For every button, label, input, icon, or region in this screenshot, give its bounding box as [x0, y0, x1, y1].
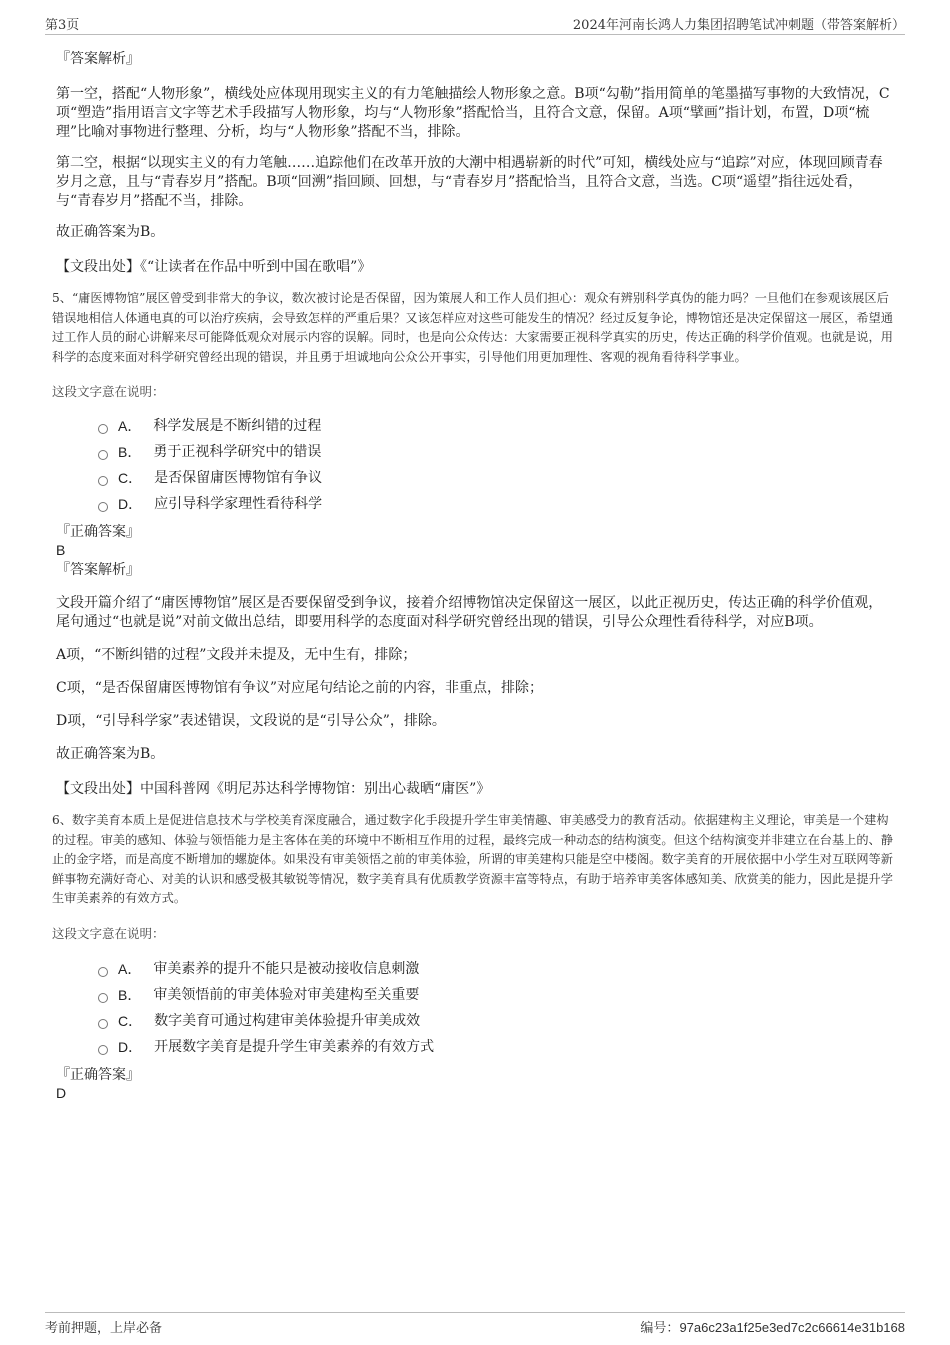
document-code-label: 编号： [640, 1321, 680, 1336]
radio-icon[interactable] [98, 967, 108, 977]
source-text: 【文段出处】《“让读者在作品中听到中国在歌唱”》 [56, 259, 372, 275]
option-a[interactable]: A． 科学发展是不断纠错的过程 [98, 413, 894, 439]
option-list [56, 413, 894, 517]
option-a[interactable]: A． 审美素养的提升不能只是被动接收信息刺激 [98, 956, 894, 982]
option-b[interactable]: B． 审美领悟前的审美体验对审美建构至关重要 [98, 982, 894, 1008]
radio-icon[interactable] [98, 476, 108, 486]
conclusion-text: 故正确答案为B。 [56, 746, 165, 762]
option-c[interactable]: C． 是否保留庸医博物馆有争议 [98, 465, 894, 491]
analysis-label: 『答案解析』 [56, 562, 140, 578]
analysis-paragraph: D项，“引导科学家”表述错误，文段说的是“引导公众”，排除。 [56, 713, 446, 729]
analysis-paragraph: 第一空，搭配“人物形象”，横线处应体现用现实主义的有力笔触描绘人物形象之意。B项“勾勒”指用简单的笔墨描写事物的大致情况，C项“塑造”指用语言文字等艺术手段描写人物形象，均与“人物形象”搭配恰当，且符合文意，保留。A项“擘画”指计划，布置，D项“梳理”比喻对事物进行整理、分析，均与“人物形象”搭配不当，排除。 [56, 86, 890, 140]
answer-label: 『正确答案』 [56, 1066, 140, 1083]
page-header [45, 14, 905, 35]
answer-label: 『正确答案』 [56, 524, 140, 540]
answer-value: D [56, 1084, 67, 1101]
document-code-value: 97a6c23a1f25e3ed7c2c66614e31b168 [679, 1320, 905, 1335]
option-d[interactable]: D． 开展数字美育是提升学生审美素养的有效方式 [98, 1034, 894, 1060]
analysis-paragraph: 第二空，根据“以现实主义的有力笔触……追踪他们在改革开放的大潮中相遇崭新的时代”可知，横线处应与“追踪”对应，体现回顾青春岁月之意，且与“青春岁月”搭配。B项“回溯”指回顾、回想，与“青春岁月”搭配恰当，且符合文意，当选。C项“遥望”指往远处看，与“青春岁月”搭配不当，排除。 [56, 155, 883, 209]
question-prompt: 这段文字意在说明： [52, 384, 165, 399]
analysis-paragraph: C项，“是否保留庸医博物馆有争议”对应尾句结论之前的内容，非重点，排除； [56, 680, 544, 696]
document-title: 2024年河南长鸿人力集团招聘笔试冲刺题（带答案解析） [572, 18, 905, 33]
radio-icon[interactable] [98, 993, 108, 1003]
page-footer [45, 1312, 905, 1335]
analysis-paragraph: 文段开篇介绍了“庸医博物馆”展区是否要保留受到争议，接着介绍博物馆决定保留这一展区，以此正视历史，传达正确的科学价值观，尾句通过“也就是说”对前文做出总结，即要用科学的态度面对科学研究曾经出现的错误，引导公众理性看待科学，对应B项。 [56, 595, 883, 630]
option-b[interactable]: B． 勇于正视科学研究中的错误 [98, 439, 894, 465]
radio-icon[interactable] [98, 1019, 108, 1029]
option-list [56, 956, 894, 1060]
option-c[interactable]: C． 数字美育可通过构建审美体验提升审美成效 [98, 1008, 894, 1034]
radio-icon[interactable] [98, 450, 108, 460]
page-number: 第3页 [45, 18, 80, 33]
answer-value: B [56, 542, 66, 558]
analysis-label: 『答案解析』 [56, 51, 140, 67]
analysis-paragraph: A项，“不断纠错的过程”文段并未提及，无中生有，排除； [56, 647, 417, 663]
radio-icon[interactable] [98, 1045, 108, 1055]
conclusion-text: 故正确答案为B。 [56, 224, 165, 240]
option-d[interactable]: D． 应引导科学家理性看待科学 [98, 491, 894, 517]
radio-icon[interactable] [98, 502, 108, 512]
document-code [640, 1317, 905, 1336]
page-content [52, 44, 894, 1101]
radio-icon[interactable] [98, 424, 108, 434]
footer-slogan: 考前押题，上岸必备 [45, 1321, 163, 1336]
question-stem: 6、数字美育本质上是促进信息技术与学校美育深度融合，通过数字化手段提升学生审美情趣、审美感受力的教育活动。依据建构主义理论，审美是一个建构的过程。审美的感知、体验与领悟能力是主客体在美的环境中不断相互作用的过程，最终完成一种动态的结构演变。但这个结构演变并非建立在台基上的、静止的金字塔，而是高度不断增加的螺旋体。如果没有审美领悟之前的审美体验，所谓的审美建构只能是空中楼阁。数字美育的开展依据中小学生对互联网等新鲜事物充满好奇心、对美的认识和感受极其敏锐等情况，数字美育具有优质教学资源丰富等特点，有助于培养审美客体感知美、欣赏美的能力，因此是提升学生审美素养的有效方式。 [52, 813, 893, 905]
question-prompt: 这段文字意在说明： [52, 925, 165, 941]
source-text: 【文段出处】中国科普网《明尼苏达科学博物馆：别出心裁晒“庸医”》 [56, 781, 491, 797]
question-stem: 5、“庸医博物馆”展区曾受到非常大的争议，数次被讨论是否保留，因为策展人和工作人员们担心：观众有辨别科学真伪的能力吗？一旦他们在参观该展区后错误地相信人体通电真的可以治疗疾病，会导致怎样的严重后果？又该怎样应对这些可能发生的情况？经过反复争论，博物馆还是决定保留这一展区，希望通过工作人员的耐心讲解来尽可能降低观众对展示内容的误解。同时，也是向公众传达：大家需要正视科学真实的历史，传达正确的科学价值观。也就是说，用科学的态度来面对科学研究曾经出现的错误，并且勇于坦诚地向公众公开事实，引导他们用更加理性、客观的视角看待科学事业。 [52, 291, 893, 364]
